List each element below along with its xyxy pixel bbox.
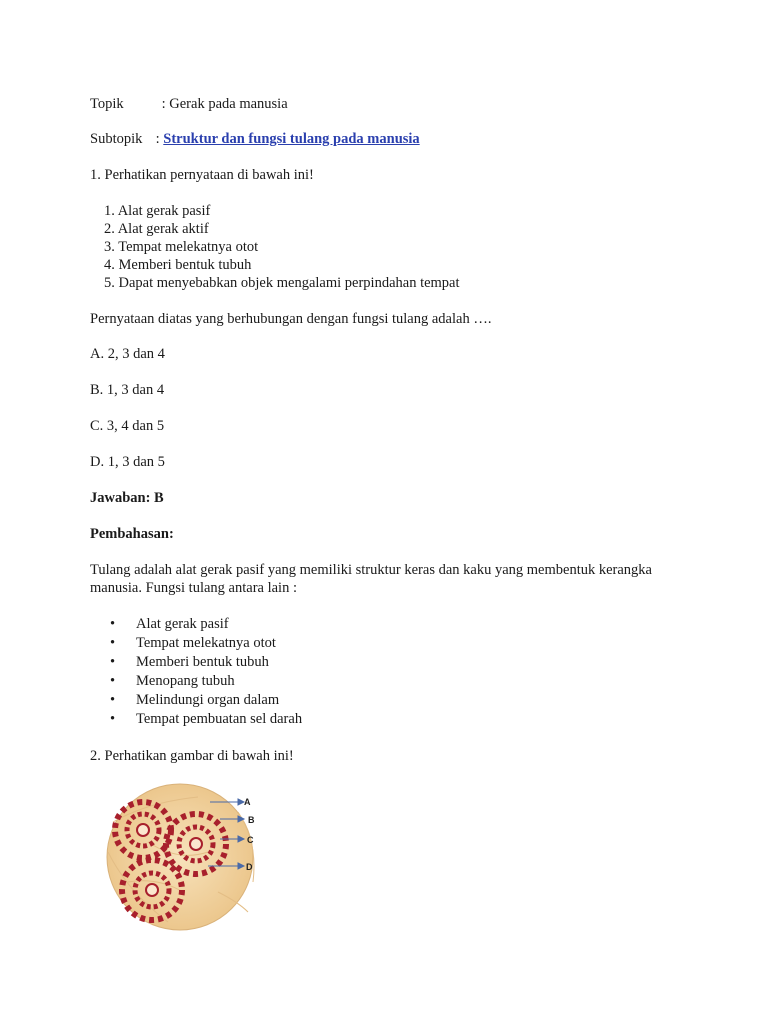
topik-value: : Gerak pada manusia <box>161 96 288 112</box>
statement-item: 2. Alat gerak aktif <box>104 221 209 237</box>
question-1-prompt: 1. Perhatikan pernyataan di bawah ini! <box>90 167 314 183</box>
function-item: • Alat gerak pasif <box>110 616 229 632</box>
figure-label-c: C <box>247 835 254 845</box>
bullet-icon: • <box>110 616 116 632</box>
figure-label-a: A <box>244 797 251 807</box>
function-item: • Melindungi organ dalam <box>110 692 280 708</box>
function-item: • Tempat melekatnya otot <box>110 635 276 651</box>
figure-label-d: D <box>246 862 253 872</box>
bullet-icon: • <box>110 692 116 708</box>
statement-item: 4. Memberi bentuk tubuh <box>104 257 252 273</box>
figure-label-b: B <box>248 815 255 825</box>
statement-item: 5. Dapat menyebabkan objek mengalami perpindahan tempat <box>104 275 460 291</box>
topik-line <box>90 95 288 113</box>
bullet-icon: • <box>110 654 116 670</box>
subtopik-label: Subtopik <box>90 131 143 147</box>
discussion-text: Tulang adalah alat gerak pasif yang memiliki struktur keras dan kaku yang membentuk kerangka manusia. Fungsi tulang antara lain : <box>90 562 652 596</box>
statement-item: 1. Alat gerak pasif <box>104 203 211 219</box>
answer: Jawaban: B <box>90 490 164 506</box>
subtopik-link[interactable]: Struktur dan fungsi tulang pada manusia <box>163 131 420 147</box>
function-item: • Tempat pembuatan sel darah <box>110 711 303 727</box>
bullet-icon: • <box>110 635 116 651</box>
statement-item: 3. Tempat melekatnya otot <box>104 239 259 255</box>
bullet-icon: • <box>110 673 116 689</box>
option-c: C. 3, 4 dan 5 <box>90 418 165 434</box>
option-d: D. 1, 3 dan 5 <box>90 454 165 470</box>
function-list <box>110 615 302 729</box>
option-b: B. 1, 3 dan 4 <box>90 382 165 398</box>
bullet-icon: • <box>110 711 116 727</box>
discussion-title: Pembahasan: <box>90 526 174 542</box>
function-item: • Menopang tubuh <box>110 673 235 689</box>
question-2-prompt: 2. Perhatikan gambar di bawah ini! <box>90 748 294 764</box>
question-1-text: Pernyataan diatas yang berhubungan dengan fungsi tulang adalah …. <box>90 311 492 327</box>
subtopik-line <box>90 130 420 148</box>
option-a: A. 2, 3 dan 4 <box>90 346 165 362</box>
statement-list <box>104 202 460 292</box>
function-item: • Memberi bentuk tubuh <box>110 654 269 670</box>
topik-label: Topik <box>90 96 124 112</box>
subtopik-separator: : <box>155 131 160 147</box>
bone-osteon-figure <box>88 782 278 932</box>
